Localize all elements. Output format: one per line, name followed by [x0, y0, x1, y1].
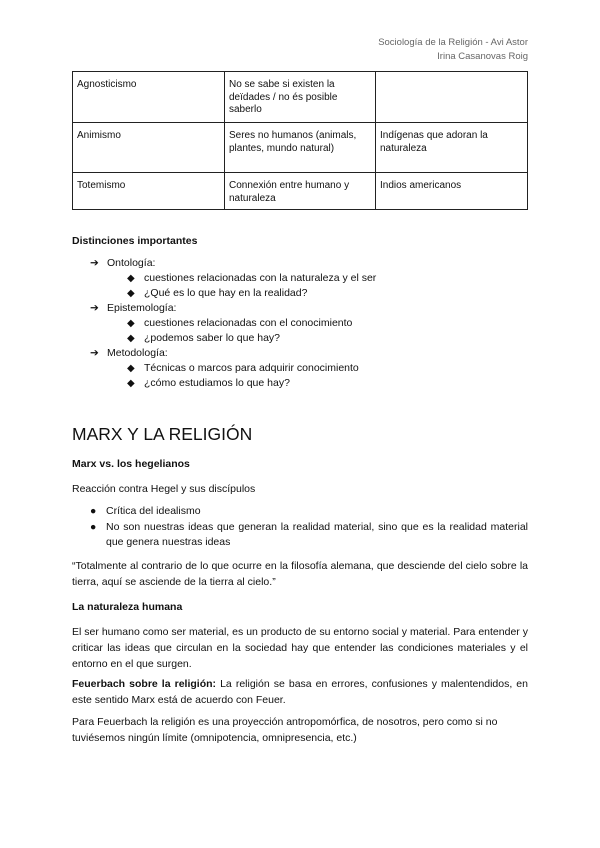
- diamond-bullet-icon: ◆: [127, 288, 135, 299]
- paragraph-reaccion: Reacción contra Hegel y sus discípulos: [72, 483, 256, 495]
- diamond-bullet-icon: ◆: [127, 333, 135, 344]
- section-heading: MARX Y LA RELIGIÓN: [72, 424, 253, 444]
- list-item: ● Crítica del idealismo: [90, 504, 528, 520]
- table-cell: Indios americanos: [376, 173, 528, 210]
- bullet-icon: ●: [90, 505, 97, 517]
- subsection-title: La naturaleza humana: [72, 601, 183, 613]
- table-cell: Agnosticismo: [73, 72, 225, 123]
- arrow-icon: ➔: [90, 257, 99, 269]
- table-cell: Indígenas que adoran la naturaleza: [376, 123, 528, 173]
- diamond-bullet-icon: ◆: [127, 273, 135, 284]
- distinciones-list: [90, 256, 376, 391]
- list-item: ◆ ¿Qué es lo que hay en la realidad?: [127, 287, 308, 299]
- header-course: Sociología de la Religión - Avi Astor: [378, 37, 528, 48]
- list-item: ◆ ¿podemos saber lo que hay?: [127, 332, 281, 344]
- bullet-list: [90, 504, 528, 551]
- paragraph-feuerbach: Feuerbach sobre la religión: La religión se basa en errores, confusiones y malentendidos, en este sentido Marx está de acuerdo con Feuer.: [72, 678, 528, 706]
- table-cell: [376, 72, 528, 123]
- diamond-bullet-icon: ◆: [127, 378, 135, 389]
- subsection-title: Marx vs. los hegelianos: [72, 458, 190, 470]
- table-cell: Totemismo: [73, 173, 225, 210]
- table-row: [73, 72, 528, 123]
- page-header: [378, 36, 528, 64]
- list-item: ● No son nuestras ideas que generan la realidad material, sino que es la realidad material que genera nuestras ideas: [90, 520, 528, 548]
- table-cell: No se sabe si existen la deïdades / no és posible saberlo: [225, 72, 376, 123]
- table-row: [73, 173, 528, 210]
- arrow-icon: ➔: [90, 347, 99, 359]
- list-item: ◆ cuestiones relacionadas con el conocimiento: [127, 317, 353, 329]
- list-item: ➔ Metodología:: [90, 347, 168, 359]
- diamond-bullet-icon: ◆: [127, 318, 135, 329]
- quote-paragraph: “Totalmente al contrario de lo que ocurre en la filosofía alemana, que desciende del cielo sobre la tierra, aquí se asciende de la tierra al cielo.”: [72, 560, 528, 588]
- table-row: [73, 123, 528, 173]
- distinciones-title: Distinciones importantes: [72, 235, 198, 247]
- list-item: ➔ Epistemología:: [90, 302, 177, 314]
- list-item: ➔ Ontología:: [90, 257, 156, 269]
- list-item: ◆ Técnicas o marcos para adquirir conocimiento: [127, 362, 359, 374]
- paragraph-proyeccion: Para Feuerbach la religión es una proyección antropomórfica, de nosotros, pero como si no tuviésemos ningún límite (omnipotencia, omnipresencia, etc.): [72, 716, 498, 744]
- feuerbach-label: Feuerbach sobre la religión:: [72, 678, 217, 690]
- table-cell: Connexión entre humano y naturaleza: [225, 173, 376, 210]
- table-cell: Animismo: [73, 123, 225, 173]
- bullet-icon: ●: [90, 520, 97, 533]
- diamond-bullet-icon: ◆: [127, 363, 135, 374]
- list-item: ◆ cuestiones relacionadas con la naturaleza y el ser: [127, 272, 377, 284]
- table-cell: Seres no humanos (animals, plantes, mundo natural): [225, 123, 376, 173]
- header-author: Irina Casanovas Roig: [437, 51, 528, 62]
- paragraph-naturaleza: El ser humano como ser material, es un producto de su entorno social y material. Para entender y criticar las ideas que circulan en la sociedad hay que entender las condiciones materiales y el entorno en el que surgen.: [72, 626, 528, 670]
- arrow-icon: ➔: [90, 302, 99, 314]
- list-item: ◆ ¿cómo estudiamos lo que hay?: [127, 377, 290, 389]
- religion-types-table: [72, 71, 528, 210]
